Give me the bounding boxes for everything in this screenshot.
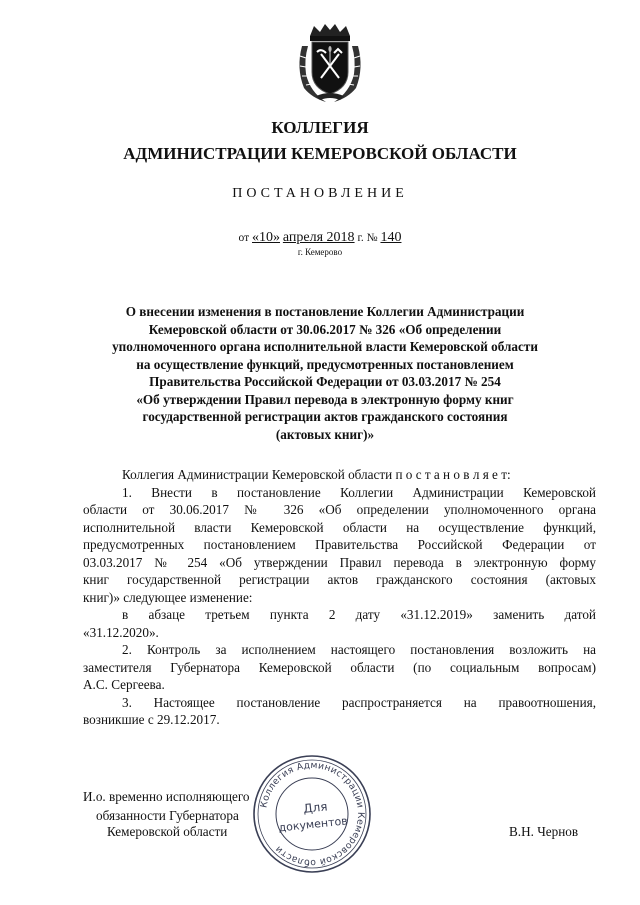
date-quote-close: » [273,230,281,245]
title-line: государственной регистрации актов гражданского состояния [142,409,508,424]
stamp-center-line2: документов [277,814,349,835]
date-number-line [0,230,640,246]
p2-line: заместителя Губернатора Кемеровской области (по социальным вопросам) [83,659,596,675]
p2-line: 2. Контроль за исполнением настоящего постановления возложить на [122,642,596,657]
city: г. Кемерово [297,247,343,257]
org-name-line1: КОЛЛЕГИЯ [271,118,369,137]
title-line: О внесении изменения в постановление Коллегии Администрации [125,304,525,319]
p1-line: 1. Внести в постановление Коллегии Администрации Кемеровской [122,484,596,500]
signatory-name: В.Н. Чернов [509,824,579,839]
p3-line: 3. Настоящее постановление распространяется на правоотношения, [122,694,596,710]
title-line: (актовых книг)» [275,426,375,442]
body-intro: Коллегия Администрации Кемеровской области п о с т а н о в л я е т: [122,467,511,482]
p2-line: А.С. Сергеева. [83,677,165,692]
title-line: уполномоченного органа исполнительной власти Кемеровской области [112,339,538,354]
p1-line: области от 30.06.2017 № 326 «Об определении уполномоченного органа [83,502,596,517]
p1-line: книг)» следующее изменение: [83,589,253,605]
title-line: «Об утверждении Правил перевода в электронную форму книг [136,391,514,407]
document-title [100,303,550,443]
document-body [83,466,596,729]
p1-line: исполнительной власти Кемеровской области на осуществление функций, [83,519,596,535]
signatory-position-line1: И.о. временно исполняющего [83,789,250,804]
date-day: 10 [259,230,274,245]
document-type: ПОСТАНОВЛЕНИЕ [232,186,408,201]
date-quote-open: « [252,230,260,245]
document-number: 140 [380,230,402,245]
date-year-suffix: г. [357,232,364,244]
official-stamp [250,752,374,876]
p1-line: книг государственной регистрации актов гражданского состояния (актовых [83,572,596,587]
date-month-year: апреля 2018 [282,230,355,245]
stamp-center-line1: Для [302,799,329,816]
title-line: Кемеровской области от 30.06.2017 № 326 «Об определении [148,321,502,337]
p1-line: 03.03.2017 № 254 «Об утверждении Правил перевода в электронную форму [83,554,596,570]
date-prefix: от [238,232,250,244]
title-line: Правительства Российской Федерации от 03.03.2017 № 254 [149,374,501,389]
p1-sub-line: в абзаце третьем пункта 2 дату «31.12.2019» заменить датой [122,607,596,622]
p1-sub-line: «31.12.2020». [83,624,159,640]
stamp-ring-text: Коллегия Администрации Кемеровской области [258,759,367,869]
org-name-line2: АДМИНИСТРАЦИИ КЕМЕРОВСКОЙ ОБЛАСТИ [123,144,517,163]
signatory-position-line3: Кемеровской области [107,824,228,839]
p1-line: предусмотренных постановлением Правительства Российской Федерации от [83,537,596,552]
coat-of-arms-kemerovo-icon [294,22,366,104]
number-label: № [366,232,378,244]
p3-line: возникшие с 29.12.2017. [83,712,220,727]
signatory-position-line2: обязанности Губернатора [96,808,239,823]
title-line: на осуществление функций, предусмотренных постановлением [136,356,514,372]
